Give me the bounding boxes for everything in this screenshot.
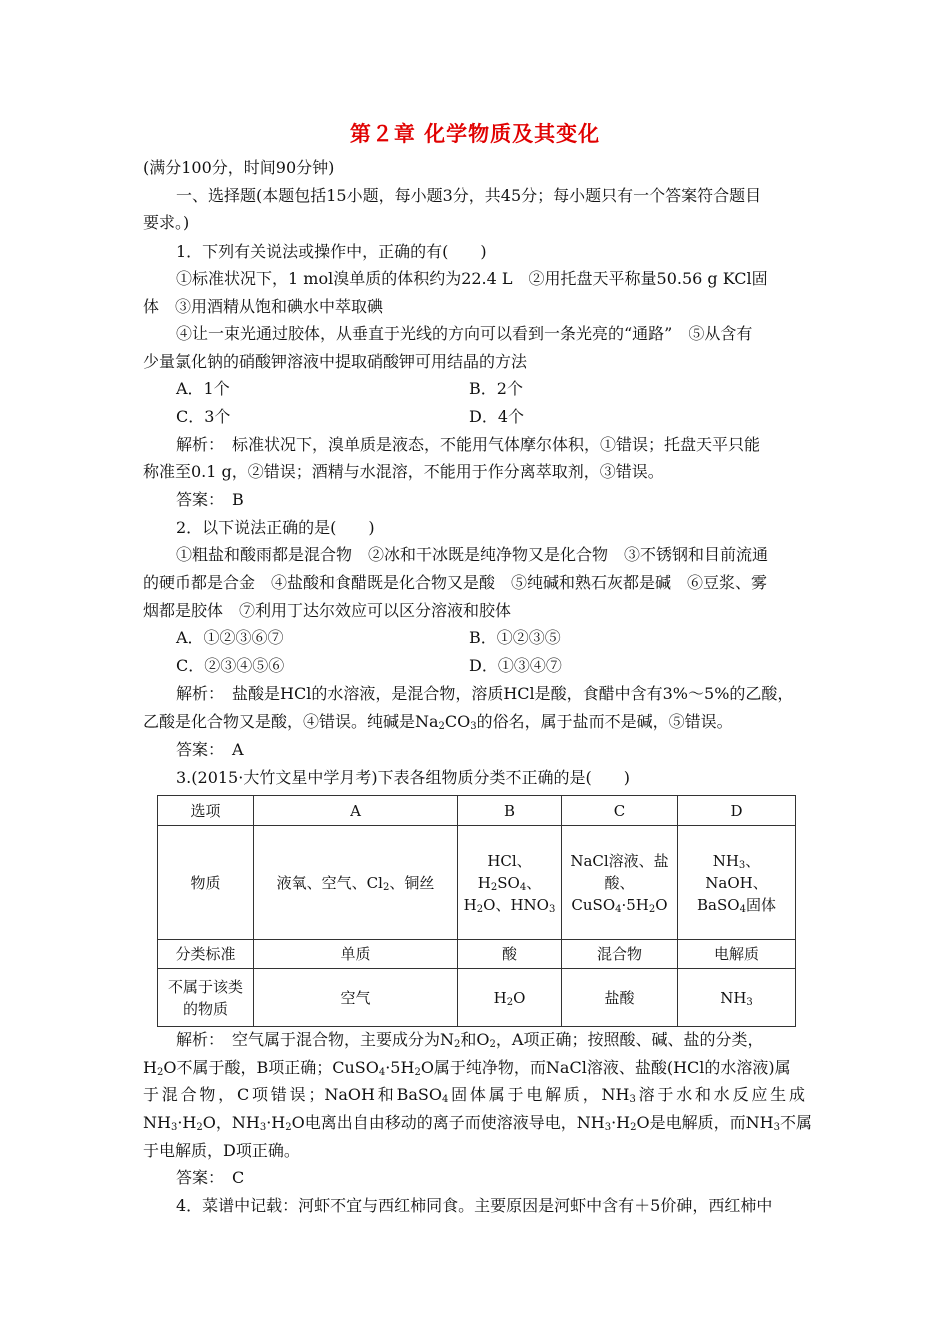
q1-option-d: D．4个: [469, 407, 525, 426]
q2-statement-line: 烟都是胶体 ⑦利用丁达尔效应可以区分溶液和胶体: [143, 601, 512, 620]
table-cell: 酸: [458, 940, 562, 969]
q3-stem: 3.(2015·大竹文星中学月考)下表各组物质分类不正确的是( ): [176, 768, 631, 787]
table-row: [158, 969, 796, 1027]
q1-statement-line: 体 ③用酒精从饱和碘水中萃取碘: [143, 297, 384, 316]
table-cell: $H_2O$: [458, 969, 562, 1027]
table-header-row: [158, 796, 796, 826]
q2-option-b: B．①②③⑤: [469, 628, 561, 647]
table-cell: HCl、$H_2SO_4$、$H_2O$、$HNO_3$: [458, 826, 562, 940]
q3-explanation-line: 于电解质，D项正确。: [143, 1141, 300, 1160]
q3-answer: 答案： C: [176, 1168, 245, 1187]
table-row: [158, 826, 796, 940]
exam-meta: (满分100分，时间90分钟): [143, 158, 335, 177]
table-cell: $NH_3$、NaOH、BaSO$_4$固体: [678, 826, 796, 940]
table-cell: 液氧、空气、$Cl_2$、铜丝: [254, 826, 458, 940]
q1-explanation-line: 称准至0.1 g，②错误；酒精与水混溶，不能用于作分离萃取剂，③错误。: [143, 462, 664, 481]
q1-option-a: A．1个: [176, 379, 230, 398]
classification-table: [157, 795, 796, 1027]
q3-explanation-line: $NH_3\cdot H_2O$，$NH_3\cdot H_2O$电离出自由移动的离子而使溶液导电，$NH_3\cdot H_2O$是电解质，而$NH_3$不属: [143, 1113, 812, 1133]
q2-option-d: D．①③④⑦: [469, 656, 562, 675]
q2-option-a: A．①②③⑥⑦: [176, 628, 284, 647]
q1-option-b: B．2个: [469, 379, 523, 398]
table-cell: 混合物: [562, 940, 678, 969]
table-cell: NaCl溶液、盐 酸、$CuSO_4\cdot 5H_2O$: [562, 826, 678, 940]
table-header-cell: D: [678, 796, 796, 826]
q3-explanation-line: 解析： 空气属于混合物，主要成分为$N_2$和$O_2$，A项正确；按照酸、碱、盐的分类，: [176, 1030, 764, 1050]
q1-statement-line: 少量氯化钠的硝酸钾溶液中提取硝酸钾可用结晶的方法: [143, 352, 528, 371]
q2-answer: 答案： A: [176, 740, 244, 759]
page-title: 第２章 化学物质及其变化: [349, 122, 601, 146]
q3-explanation-line: $H_2O$不属于酸，B项正确；$CuSO_4\cdot 5H_2O$属于纯净物，而NaCl溶液、盐酸(HCl的水溶液)属: [143, 1058, 791, 1078]
table-cell: 分类标准: [158, 940, 254, 969]
q2-statement-line: ①粗盐和酸雨都是混合物 ②冰和干冰既是纯净物又是化合物 ③不锈钢和目前流通: [176, 545, 769, 564]
section-heading-line2: 要求。): [143, 213, 190, 232]
q4-stem: 4．菜谱中记载：河虾不宜与西红柿同食。主要原因是河虾中含有＋5价砷，西红柿中: [176, 1196, 773, 1215]
q1-statement-line: ①标准状况下，1 mol溴单质的体积约为22.4 L ②用托盘天平称量50.56 g KCl固: [176, 269, 768, 288]
q1-stem: 1．下列有关说法或操作中，正确的有( ): [176, 242, 487, 261]
q2-option-c: C．②③④⑤⑥: [176, 656, 285, 675]
table-header-cell: 选项: [158, 796, 254, 826]
table-cell: 物质: [158, 826, 254, 940]
section-heading-line1: 一、选择题(本题包括15小题，每小题3分，共45分；每小题只有一个答案符合题目: [176, 186, 762, 205]
q2-stem: 2．以下说法正确的是( ): [176, 518, 375, 537]
q3-explanation-line: 于混合物，C项错误；NaOH和BaSO$_4$固体属于电解质，$NH_3$溶于水和水反应生成: [143, 1085, 805, 1105]
table-header-cell: A: [254, 796, 458, 826]
q1-explanation-line: 解析： 标准状况下，溴单质是液态，不能用气体摩尔体积，①错误；托盘天平只能: [176, 435, 761, 454]
table-cell: 盐酸: [562, 969, 678, 1027]
table-header-cell: B: [458, 796, 562, 826]
q1-answer: 答案： B: [176, 490, 244, 509]
q1-option-c: C．3个: [176, 407, 231, 426]
table-header-cell: C: [562, 796, 678, 826]
q2-explanation-line: 解析： 盐酸是HCl的水溶液，是混合物，溶质HCl是酸，食醋中含有3%～5%的乙酸，: [176, 684, 794, 703]
table-cell: 电解质: [678, 940, 796, 969]
table-cell: 单质: [254, 940, 458, 969]
q2-explanation-line: 乙酸是化合物又是酸，④错误。纯碱是$Na_2CO_3$的俗名，属于盐而不是碱，⑤错误。: [143, 712, 733, 732]
table-cell: 空气: [254, 969, 458, 1027]
q2-statement-line: 的硬币都是合金 ④盐酸和食醋既是化合物又是酸 ⑤纯碱和熟石灰都是碱 ⑥豆浆、雾: [143, 573, 768, 592]
table-cell: $NH_3$: [678, 969, 796, 1027]
table-cell: 不属于该类的物质: [158, 969, 254, 1027]
q1-statement-line: ④让一束光通过胶体，从垂直于光线的方向可以看到一条光亮的“通路” ⑤从含有: [176, 324, 753, 343]
table-row: [158, 940, 796, 969]
